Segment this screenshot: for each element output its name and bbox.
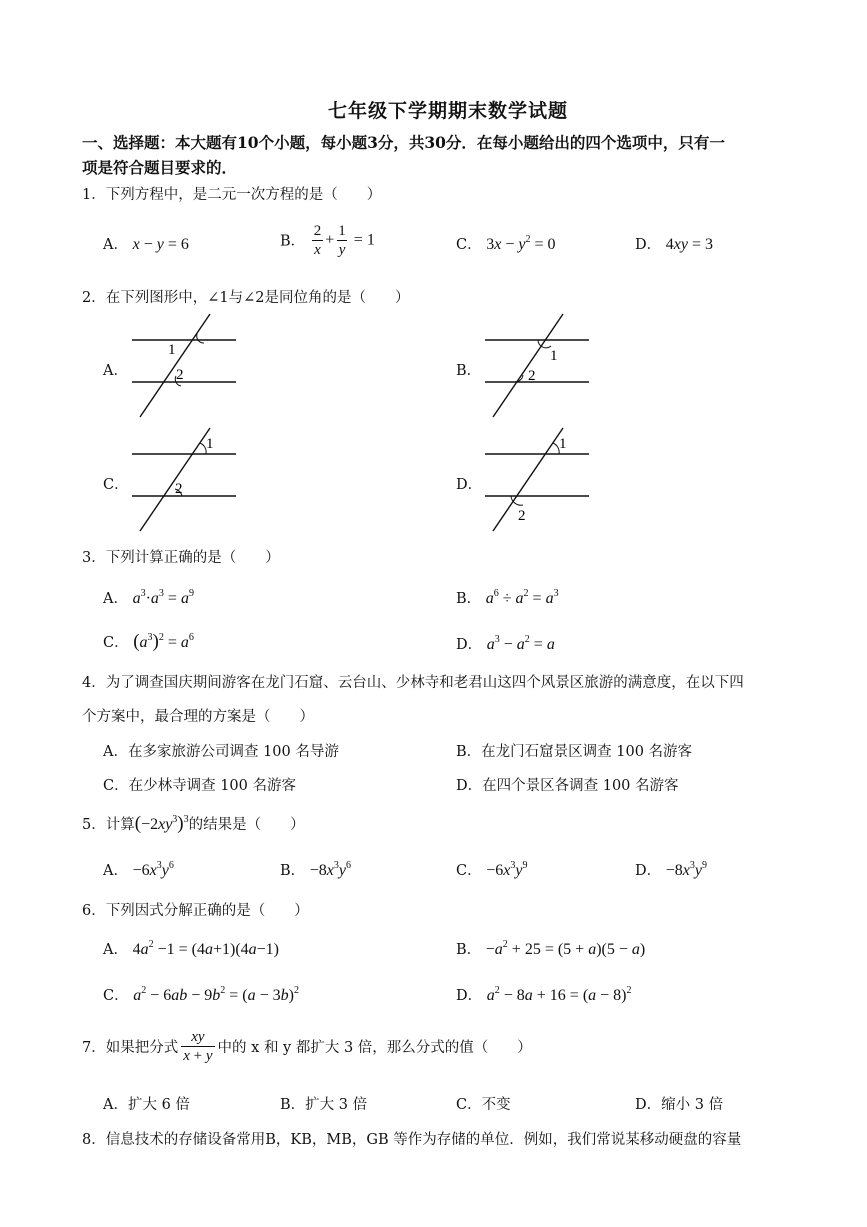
q1-option-a — [103, 233, 189, 254]
option-letter: B． — [456, 591, 482, 607]
q4-option-b: B．在龙门石窟景区调查 100 名游客 — [456, 744, 693, 760]
q2-figure-d — [483, 427, 593, 533]
option-letter: B． — [280, 863, 306, 879]
formula: $4a^2 -1 = (4a+1)(4a-1)$ — [132, 939, 280, 958]
stem-suffix: 中的 x 和 y 都扩大 3 倍，那么分式的值（ ） — [217, 1040, 532, 1056]
option-letter: D． — [635, 237, 662, 253]
section-header-line1: 一、选择题：本大题有10个小题，每小题3分，共30分．在每小题给出的四个选项中，只有一 — [82, 133, 725, 152]
q6-option-a — [103, 938, 279, 959]
formula: $(a^3)^2 = a^6$ — [133, 631, 194, 652]
question-4-stem-line1: 4．为了调查国庆期间游客在龙门石窟、云台山、少林寺和老君山这四个风景区旅游的满意度，在以下四 — [82, 675, 744, 691]
angle-1-label: 1 — [550, 348, 558, 364]
option-letter: A． — [103, 237, 128, 253]
q7-option-a: A．扩大 6 倍 — [103, 1097, 190, 1113]
q4-option-d: D．在四个景区各调查 100 名游客 — [456, 778, 679, 794]
formula: $a^2 - 8a + 16 = (a - 8)^2$ — [486, 985, 632, 1004]
formula: $(-2xy^3)^3$ — [134, 813, 189, 834]
angle-1-label: 1 — [168, 342, 176, 358]
q2-figure-b — [483, 313, 593, 419]
q5-option-d — [635, 859, 707, 880]
option-letter: C． — [103, 635, 129, 651]
q7-option-b: B．扩大 3 倍 — [280, 1097, 368, 1113]
angle-2-label: 2 — [528, 368, 536, 384]
formula: x − y = 6 — [132, 236, 189, 253]
formula: $-a^2 + 25 = (5 + a)(5 - a)$ — [485, 939, 646, 958]
q2-option-b-letter: B． — [456, 363, 482, 379]
fraction-formula: $\frac{xy}{x + y}$ — [183, 1029, 213, 1064]
question-5-stem — [82, 813, 305, 835]
q4-option-a: A．在多家旅游公司调查 100 名导游 — [103, 744, 339, 760]
q5-option-a — [103, 859, 174, 880]
option-letter: B． — [456, 942, 482, 958]
q5-option-c — [456, 859, 527, 880]
formula: $a^3\cdot a^3 = a^9$ — [132, 588, 194, 607]
q7-option-d: D．缩小 3 倍 — [635, 1097, 724, 1113]
q1-option-c — [456, 233, 556, 254]
formula: $a^3 - a^2 = a$ — [486, 634, 555, 653]
angle-2-label: 2 — [176, 367, 184, 383]
question-8-stem: 8．信息技术的存储设备常用B，KB，MB，GB 等作为存储的单位．例如，我们常说某移动硬盘的容量 — [82, 1132, 742, 1148]
q6-option-b — [456, 938, 645, 959]
formula: $-6x^3y^9$ — [486, 860, 528, 879]
formula: $a^2 - 6ab - 9b^2 = (a - 3b)^2$ — [133, 985, 299, 1004]
stem-prefix: 5．计算 — [82, 817, 135, 833]
option-letter: A． — [103, 591, 128, 607]
question-4-stem-line2: 个方案中，最合理的方案是（ ） — [82, 709, 314, 725]
stem-suffix: 的结果是（ ） — [188, 817, 305, 833]
formula: $-8x^3y^6$ — [309, 860, 352, 879]
section-header-line2: 项是符合题目要求的． — [82, 158, 238, 177]
stem-prefix: 7．如果把分式 — [82, 1040, 179, 1056]
q2-option-a-letter: A． — [103, 363, 128, 379]
option-letter: B． — [280, 233, 306, 250]
q3-option-d — [456, 633, 555, 654]
q2-figure-a — [130, 313, 240, 419]
q3-option-a — [103, 587, 194, 608]
option-letter: C． — [456, 237, 482, 253]
q1-option-b — [280, 222, 375, 259]
option-letter: D． — [456, 988, 483, 1004]
q4-option-c: C．在少林寺调查 100 名游客 — [103, 778, 296, 794]
option-letter: A． — [103, 942, 128, 958]
q3-option-c — [103, 631, 194, 653]
q1-option-d — [635, 233, 713, 254]
formula: $3x - y^2 = 0$ — [486, 234, 556, 253]
formula: $-6x^3y^6$ — [132, 860, 174, 879]
formula: $a^6 \div a^2 = a^3$ — [485, 588, 559, 607]
q3-option-b — [456, 587, 559, 608]
option-letter: D． — [635, 863, 662, 879]
question-3-stem: 3．下列计算正确的是（ ） — [82, 550, 280, 566]
angle-2-label: 2 — [518, 508, 526, 524]
option-letter: D． — [456, 637, 483, 653]
formula: $-8x^3y^9$ — [665, 860, 707, 879]
question-2-stem: 2．在下列图形中，∠1与∠2是同位角的是（ ） — [82, 290, 410, 306]
q2-option-d-letter: D． — [456, 477, 483, 493]
q2-figure-c — [130, 427, 240, 533]
option-letter: C． — [456, 863, 482, 879]
angle-1-label: 1 — [559, 436, 567, 452]
question-1-stem: 1．下列方程中，是二元一次方程的是（ ） — [82, 187, 382, 203]
formula: $\frac{2}{x}$ + $\frac{1}{y}$ = 1 — [313, 223, 375, 258]
q2-option-c-letter: C． — [103, 477, 129, 493]
formula: 4xy = 3 — [665, 236, 713, 253]
option-letter: C． — [103, 988, 129, 1004]
q7-option-c: C．不变 — [456, 1097, 511, 1113]
angle-1-label: 1 — [206, 436, 214, 452]
page-title: 七年级下学期期末数学试题 — [328, 100, 569, 122]
q6-option-c — [103, 984, 299, 1005]
q6-option-d — [456, 984, 632, 1005]
question-7-stem — [82, 1028, 532, 1065]
angle-2-label: 2 — [175, 481, 183, 497]
option-letter: A． — [103, 863, 128, 879]
question-6-stem: 6．下列因式分解正确的是（ ） — [82, 903, 309, 919]
q5-option-b — [280, 859, 351, 880]
